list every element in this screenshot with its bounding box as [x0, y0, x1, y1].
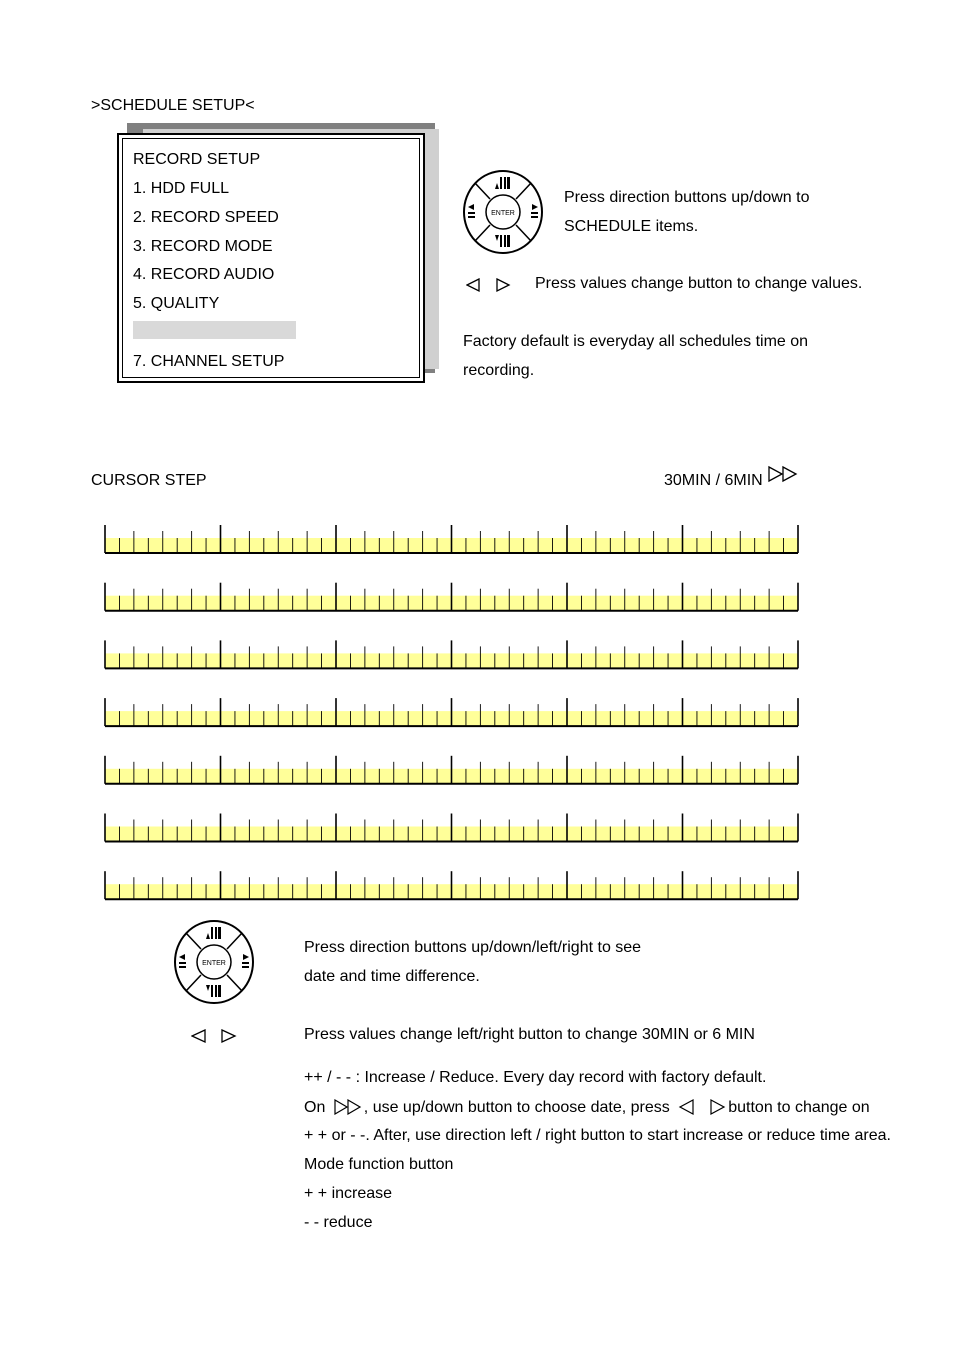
- timeline-row[interactable]: [105, 698, 798, 726]
- paragraph-reduce: - - reduce: [304, 1214, 373, 1231]
- instruction-updown-line1: Press direction buttons up/down to: [564, 189, 810, 206]
- menu-title: RECORD SETUP: [133, 151, 261, 168]
- menu-item-record-audio[interactable]: 4. RECORD AUDIO: [133, 266, 275, 283]
- cursor-step-value: 30MIN / 6MIN: [664, 472, 763, 489]
- direction-pad-icon-bottom: [173, 919, 255, 1005]
- instruction-values-change: Press values change button to change values.: [535, 275, 863, 292]
- schedule-timeline[interactable]: [0, 510, 954, 930]
- factory-default-line2: recording.: [463, 362, 535, 379]
- bottom-instruction-line1: Press direction buttons up/down/left/right to see: [304, 939, 642, 956]
- fast-forward-icon: [768, 465, 800, 487]
- paragraph-after: + + or - -. After, use direction left / right button to start increase or reduce time area.: [304, 1127, 891, 1144]
- factory-default-line1: Factory default is everyday all schedules time on: [463, 333, 809, 350]
- menu-item-quality[interactable]: 5. QUALITY: [133, 295, 220, 312]
- bottom-values-change: Press values change left/right button to change 30MIN or 6 MIN: [304, 1026, 755, 1043]
- menu-item-hdd-full[interactable]: 1. HDD FULL: [133, 180, 230, 197]
- timeline-row[interactable]: [105, 756, 798, 784]
- left-right-arrows-icon-bottom: [191, 1028, 237, 1048]
- instruction-updown-line2: SCHEDULE items.: [564, 218, 699, 235]
- fast-forward-icon-inline: [334, 1099, 364, 1115]
- timeline-row[interactable]: [105, 871, 798, 899]
- timeline-row[interactable]: [105, 583, 798, 611]
- menu-highlight-bar: [133, 321, 296, 339]
- choose-date-text: , use up/down button to choose date, press: [363, 1099, 670, 1116]
- paragraph-mode-function: Mode function button: [304, 1156, 454, 1173]
- record-setup-menu: [117, 123, 435, 383]
- enter-label-bottom: ENTER: [202, 960, 226, 967]
- timeline-row[interactable]: [105, 525, 798, 553]
- bottom-instruction-line2: date and time difference.: [304, 968, 480, 985]
- paragraph-on-line: [304, 1099, 870, 1116]
- menu-item-channel-setup[interactable]: 7. CHANNEL SETUP: [133, 353, 285, 370]
- change-on-text: button to change on: [728, 1099, 870, 1116]
- page-heading: >SCHEDULE SETUP<: [91, 97, 255, 114]
- menu-panel: [117, 133, 425, 383]
- cursor-step-label: CURSOR STEP: [91, 472, 207, 489]
- left-right-arrows-icon-inline: [678, 1099, 728, 1115]
- enter-label: ENTER: [491, 210, 515, 217]
- paragraph-increase: + + increase: [304, 1185, 393, 1202]
- left-right-arrows-icon: [466, 277, 512, 297]
- timeline-row[interactable]: [105, 814, 798, 842]
- direction-pad-icon: [462, 169, 544, 255]
- menu-item-record-mode[interactable]: 3. RECORD MODE: [133, 238, 273, 255]
- timeline-row[interactable]: [105, 640, 798, 668]
- menu-item-record-speed[interactable]: 2. RECORD SPEED: [133, 209, 279, 226]
- on-text: On: [304, 1099, 326, 1116]
- paragraph-increase-reduce: ++ / - - : Increase / Reduce. Every day record with factory default.: [304, 1069, 767, 1086]
